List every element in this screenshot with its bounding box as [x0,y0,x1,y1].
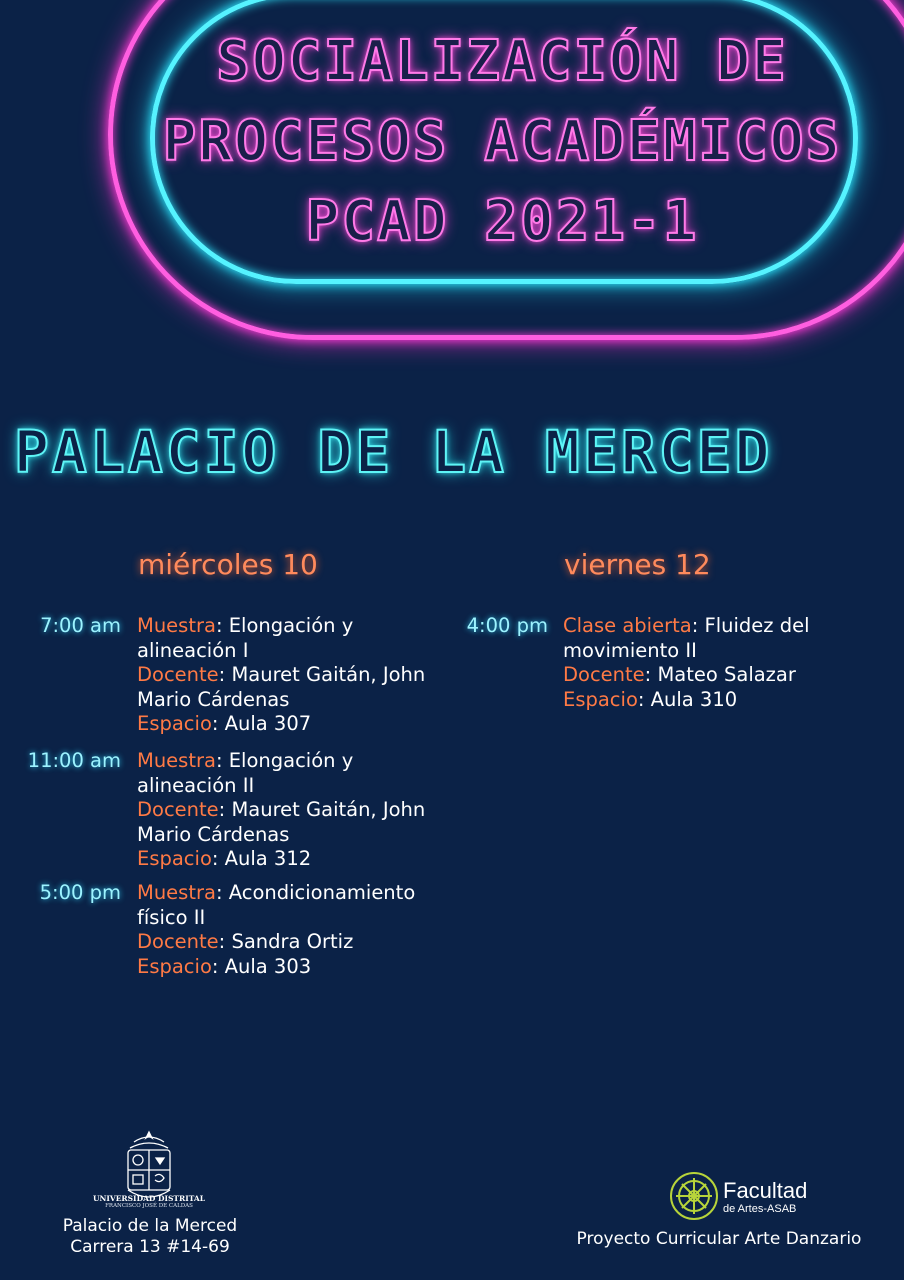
space-value: : Aula 312 [211,847,312,870]
faculty-title: Facultad [723,1178,808,1203]
event-title: : Acondicionamiento físico II [137,881,416,929]
teacher-names: : Mauret Gaitán, John Mario Cárdenas [137,798,426,846]
event-details [137,614,447,737]
address [40,1216,260,1258]
event-details [137,881,447,979]
space-label: Espacio [137,954,212,978]
address-line-1: Palacio de la Merced [62,1216,238,1236]
title-line-3: PCAD 2021-1 [305,189,699,254]
space-label: Espacio [137,847,212,870]
event-time: 4:00 pm [466,614,548,637]
title-line-2: PROCESOS ACADÉMICOS [162,109,842,174]
event-type-label: Muestra [137,614,216,637]
space-label: Espacio [563,687,638,711]
teacher-names: : Sandra Ortiz [218,930,354,953]
venue-heading: PALACIO DE LA MERCED [14,418,773,486]
event-time: 11:00 am [27,749,121,772]
university-name: UNIVERSIDAD DISTRITAL [92,1194,206,1203]
event-time: 5:00 pm [39,881,121,904]
event-type-label: Muestra [137,881,216,904]
space-label: Espacio [137,712,212,735]
teacher-label: Docente [563,663,645,686]
teacher-label: Docente [137,798,219,821]
teacher-label: Docente [137,930,219,953]
teacher-label: Docente [137,663,219,686]
university-subtitle: FRANCISCO JOSÉ DE CALDAS [105,1203,193,1209]
address-line-2: Carrera 13 #14-69 [70,1237,230,1257]
knot-emblem-icon [668,1170,720,1222]
event-type-label: Clase abierta [563,614,692,637]
event-details [137,749,447,872]
event-title: : Elongación y alineación I [137,614,354,662]
teacher-names: : Mateo Salazar [644,663,796,686]
program-name: Proyecto Curricular Arte Danzario [576,1229,862,1249]
space-value: : Aula 303 [211,954,312,978]
space-value: : Aula 310 [637,687,738,711]
day-heading-wednesday: miércoles 10 [138,548,318,581]
event-title: : Fluidez del movimiento II [563,614,810,662]
day-heading-friday: viernes 12 [564,548,711,581]
event-title: : Elongación y alineación II [137,749,354,797]
event-type-label: Muestra [137,749,216,772]
event-time: 7:00 am [40,614,121,637]
event-details [563,614,883,712]
space-value: : Aula 307 [211,712,312,735]
faculty-subtitle: de Artes-ASAB [723,1203,797,1215]
title-line-1: SOCIALIZACIÓN DE [216,29,788,94]
teacher-names: : Mauret Gaitán, John Mario Cárdenas [137,663,426,711]
